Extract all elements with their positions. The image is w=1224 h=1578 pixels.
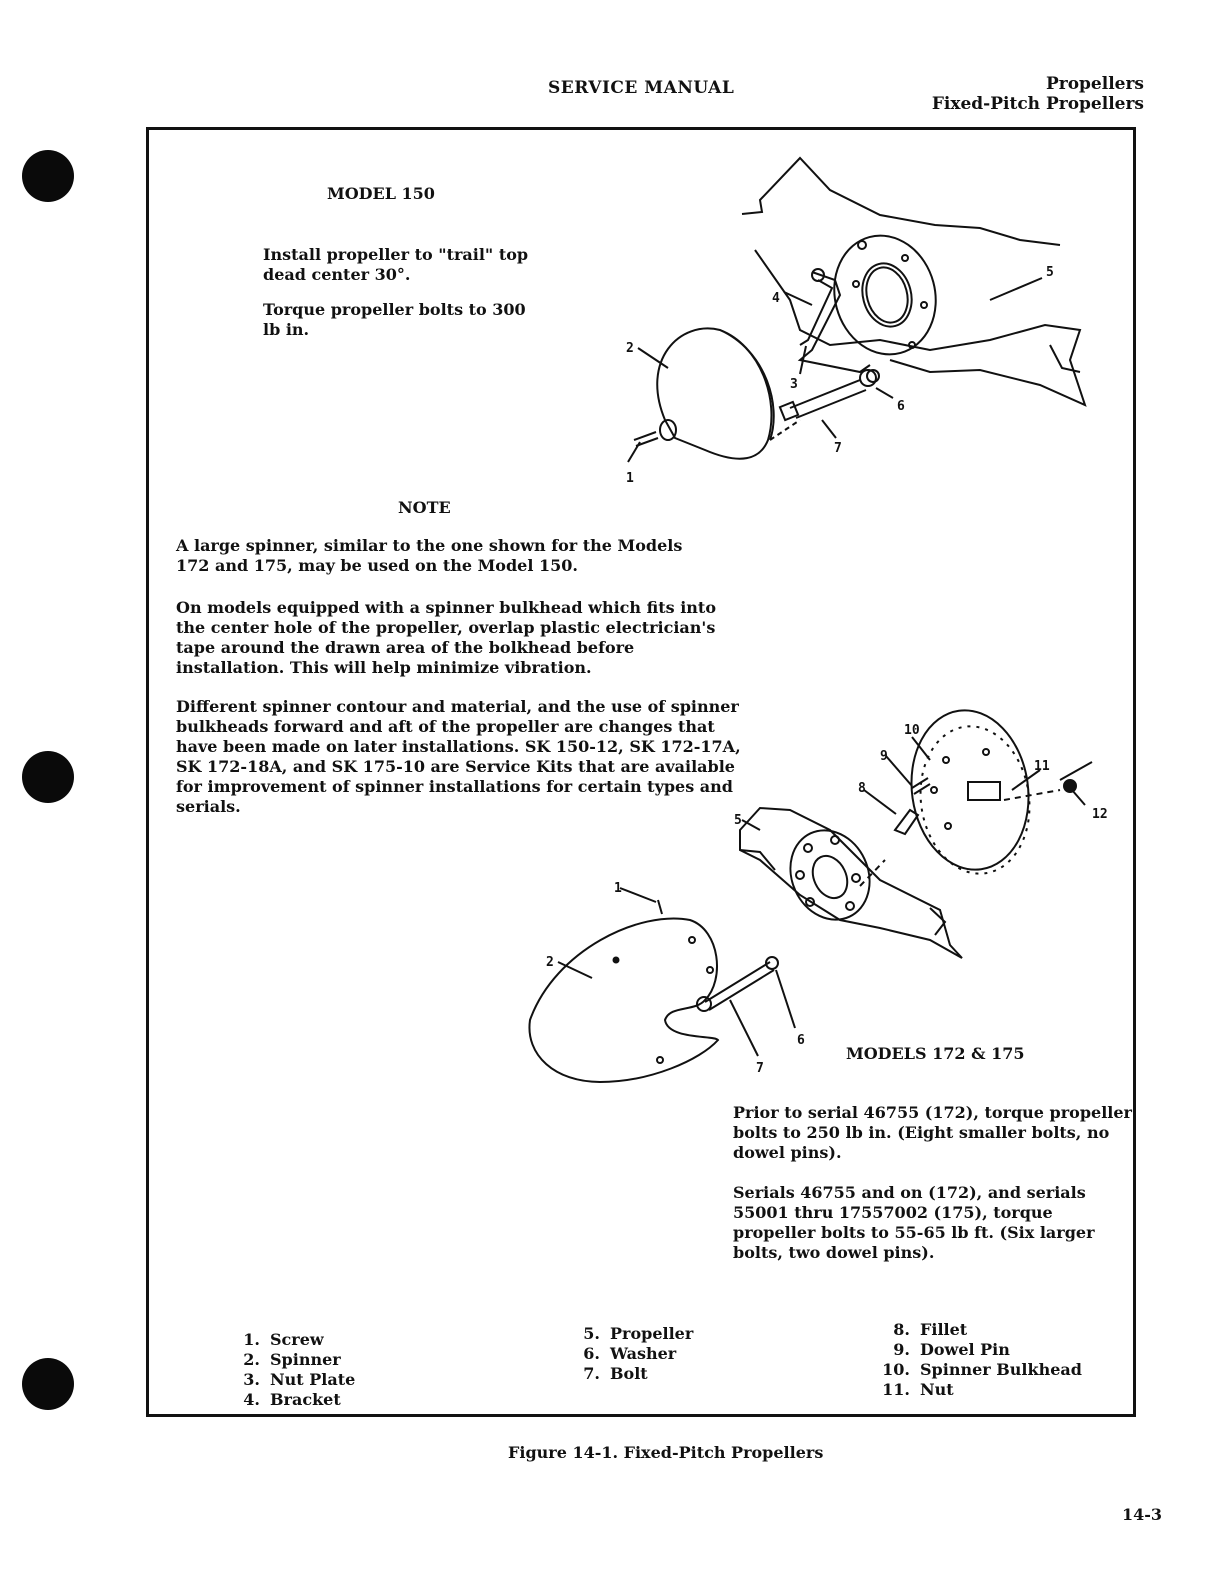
model150-instruction-trail: Install propeller to "trail" top dead center 30°. [263, 245, 529, 284]
legend-label: Screw [270, 1330, 324, 1349]
legend-item [570, 1324, 693, 1344]
legend-item [230, 1350, 355, 1370]
header-section-line1: Propellers [1045, 74, 1144, 94]
screw-150 [634, 432, 658, 446]
legend-item [230, 1370, 355, 1390]
legend-item [230, 1390, 355, 1410]
callout-bottom-12: 12 [1092, 807, 1108, 822]
legend-num: 10. [882, 1360, 910, 1379]
model150-title: MODEL 150 [327, 184, 435, 203]
models172-paragraph-1: Prior to serial 46755 (172), torque propeller bolts to 250 lb in. (Eight smaller bolts, no dowel pins). [733, 1103, 1132, 1162]
model150-instruction-torque: Torque propeller bolts to 300 lb in. [263, 300, 526, 339]
figure-caption: Figure 14-1. Fixed-Pitch Propellers [508, 1443, 824, 1462]
callout-bottom-11: 11 [1034, 759, 1050, 774]
hub-center-hole [856, 258, 919, 332]
legend-item [570, 1364, 693, 1384]
hub-172 [776, 817, 884, 932]
legend-label: Bolt [610, 1364, 648, 1383]
legend-label: Nut [920, 1380, 954, 1399]
spinner-150 [657, 328, 771, 458]
legend-label: Spinner Bulkhead [920, 1360, 1082, 1379]
callout-bottom-6: 6 [797, 1033, 805, 1048]
legend-label: Nut Plate [270, 1370, 356, 1389]
bolt [790, 380, 866, 418]
legend-column-2 [570, 1324, 693, 1384]
legend-num: 9. [893, 1340, 910, 1359]
callout-bottom-8: 8 [858, 781, 866, 796]
fillet [895, 810, 918, 834]
callout-bottom-7: 7 [756, 1061, 764, 1076]
callout-bottom-9: 9 [880, 749, 888, 764]
callout-top-5: 5 [1046, 265, 1054, 280]
legend-num: 11. [882, 1380, 910, 1399]
callout-bottom-5: 5 [734, 813, 742, 828]
header-section-line2: Fixed-Pitch Propellers [931, 94, 1144, 114]
legend-label: Washer [610, 1344, 677, 1363]
callout-top-4: 4 [772, 291, 780, 306]
legend-label: Bracket [270, 1390, 341, 1409]
legend-item [880, 1340, 1082, 1360]
models172-paragraph-2: Serials 46755 and on (172), and serials 55001 thru 17557002 (175), torque propeller bolts to 55-65 lb ft. (Six larger bolts, two dowel pins). [733, 1183, 1095, 1262]
note-paragraph-3: Different spinner contour and material, and the use of spinner bulkheads forward and aft of the propeller are changes that have been made on later installations. SK 150-12, SK 172-17A, SK 172-18A, and SK 175-10 are Service Kits that are available for improvement of spinner installations for certain types and serials. [176, 697, 741, 816]
nut-12 [1064, 780, 1076, 792]
legend-num: 4. [243, 1390, 260, 1409]
note-heading: NOTE [398, 498, 451, 517]
propeller-172 [740, 808, 962, 958]
propeller-blade-lower [755, 250, 1085, 405]
note-paragraph-1: A large spinner, similar to the one shown for the Models 172 and 175, may be used on the Model 150. [176, 536, 683, 575]
callout-top-3: 3 [790, 377, 798, 392]
propeller-blade-top [742, 158, 1060, 245]
legend-column-1 [230, 1330, 355, 1410]
legend-column-3 [880, 1320, 1082, 1400]
legend-label: Spinner [270, 1350, 341, 1369]
legend-label: Fillet [920, 1320, 968, 1339]
legend-item [880, 1320, 1082, 1340]
legend-label: Dowel Pin [920, 1340, 1010, 1359]
legend-item [570, 1344, 693, 1364]
legend-num: 3. [243, 1370, 260, 1389]
model150-assembly [628, 158, 1085, 462]
callout-top-6: 6 [897, 399, 905, 414]
callout-bottom-10: 10 [904, 723, 920, 738]
legend-num: 8. [893, 1320, 910, 1339]
legend-num: 2. [243, 1350, 260, 1369]
legend-num: 7. [583, 1364, 600, 1383]
models172-title: MODELS 172 & 175 [846, 1044, 1025, 1063]
legend-label: Propeller [610, 1324, 694, 1343]
legend-item [880, 1360, 1082, 1380]
callout-top-1: 1 [626, 471, 634, 486]
legend-item [230, 1330, 355, 1350]
page-number: 14-3 [1122, 1505, 1163, 1524]
callout-top-7: 7 [834, 441, 842, 456]
legend-num: 6. [583, 1344, 600, 1363]
note-paragraph-2: On models equipped with a spinner bulkhead which fits into the center hole of the propeller, overlap plastic electrician's tape around the drawn area of the bolkhead before installation. This will help minimize vibration. [176, 598, 716, 677]
legend-num: 1. [243, 1330, 260, 1349]
callout-top-2: 2 [626, 341, 634, 356]
callout-bottom-2: 2 [546, 955, 554, 970]
callout-bottom-1: 1 [614, 881, 622, 896]
legend-num: 5. [583, 1324, 600, 1343]
bolt-172 [705, 962, 774, 1010]
header-title: SERVICE MANUAL [548, 78, 735, 98]
legend-item [880, 1380, 1082, 1400]
